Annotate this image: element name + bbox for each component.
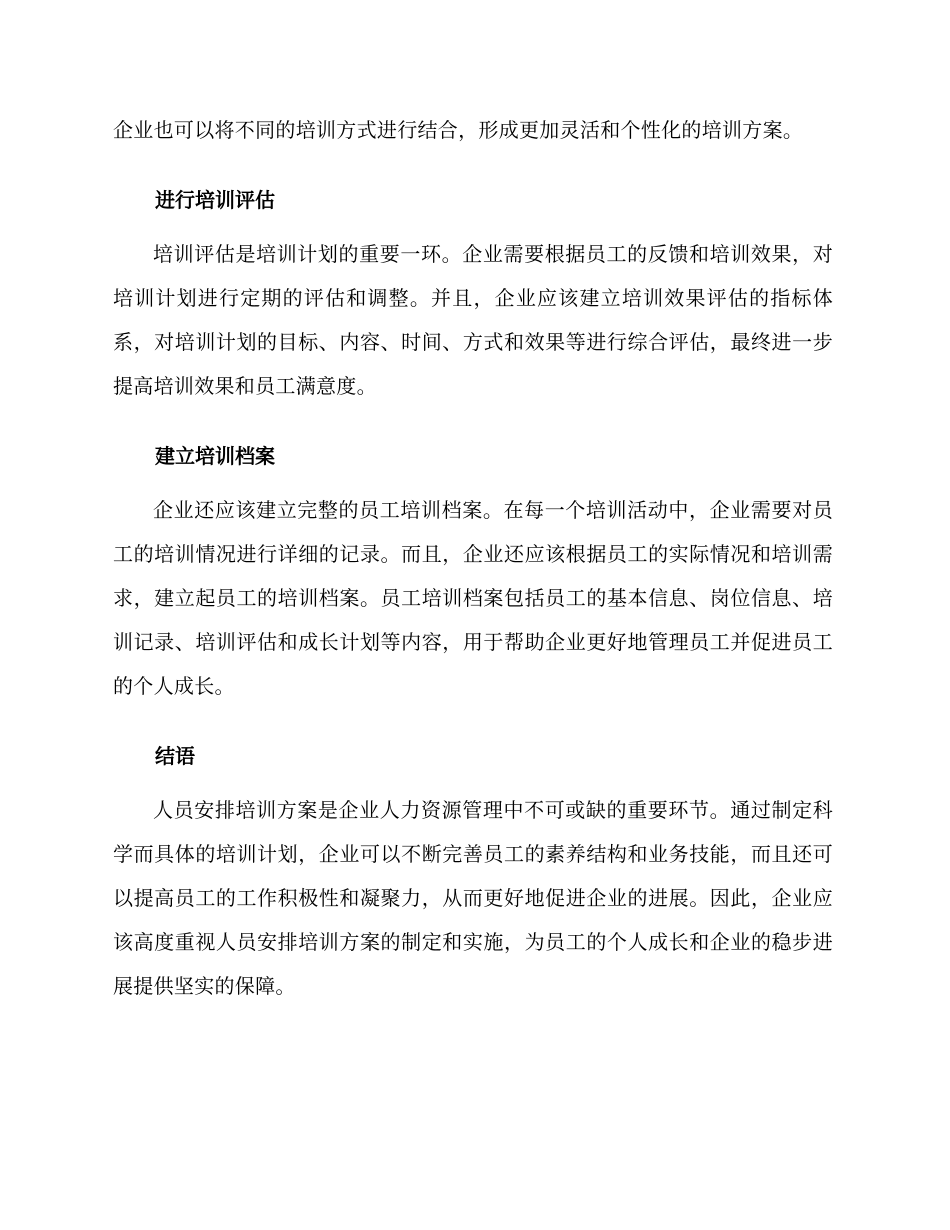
section-paragraph-archive: 企业还应该建立完整的员工培训档案。在每一个培训活动中，企业需要对员工的培训情况进行详细的记录。而且，企业还应该根据员工的实际情况和培训需求，建立起员工的培训档案。员工培训档案包括员工的基本信息、岗位信息、培训记录、培训评估和成长计划等内容，用于帮助企业更好地管理员工并促进员工的个人成长。: [113, 498, 833, 698]
section-heading-conclusion: 结语: [155, 744, 195, 768]
section-heading-evaluation: 进行培训评估: [155, 188, 275, 212]
section-heading-archive: 建立培训档案: [155, 444, 275, 468]
section-paragraph-conclusion: 人员安排培训方案是企业人力资源管理中不可或缺的重要环节。通过制定科学而具体的培训计划，企业可以不断完善员工的素养结构和业务技能，而且还可以提高员工的工作积极性和凝聚力，从而更好地促进企业的进展。因此，企业应该高度重视人员安排培训方案的制定和实施，为员工的个人成长和企业的稳步进展提供坚实的保障。: [113, 798, 833, 998]
intro-paragraph: 企业也可以将不同的培训方式进行结合，形成更加灵活和个性化的培训方案。: [113, 118, 804, 142]
section-paragraph-evaluation: 培训评估是培训计划的重要一环。企业需要根据员工的反馈和培训效果，对培训计划进行定期的评估和调整。并且，企业应该建立培训效果评估的指标体系，对培训计划的目标、内容、时间、方式和效果等进行综合评估，最终进一步提高培训效果和员工满意度。: [113, 242, 833, 398]
document-body: [113, 108, 833, 1008]
